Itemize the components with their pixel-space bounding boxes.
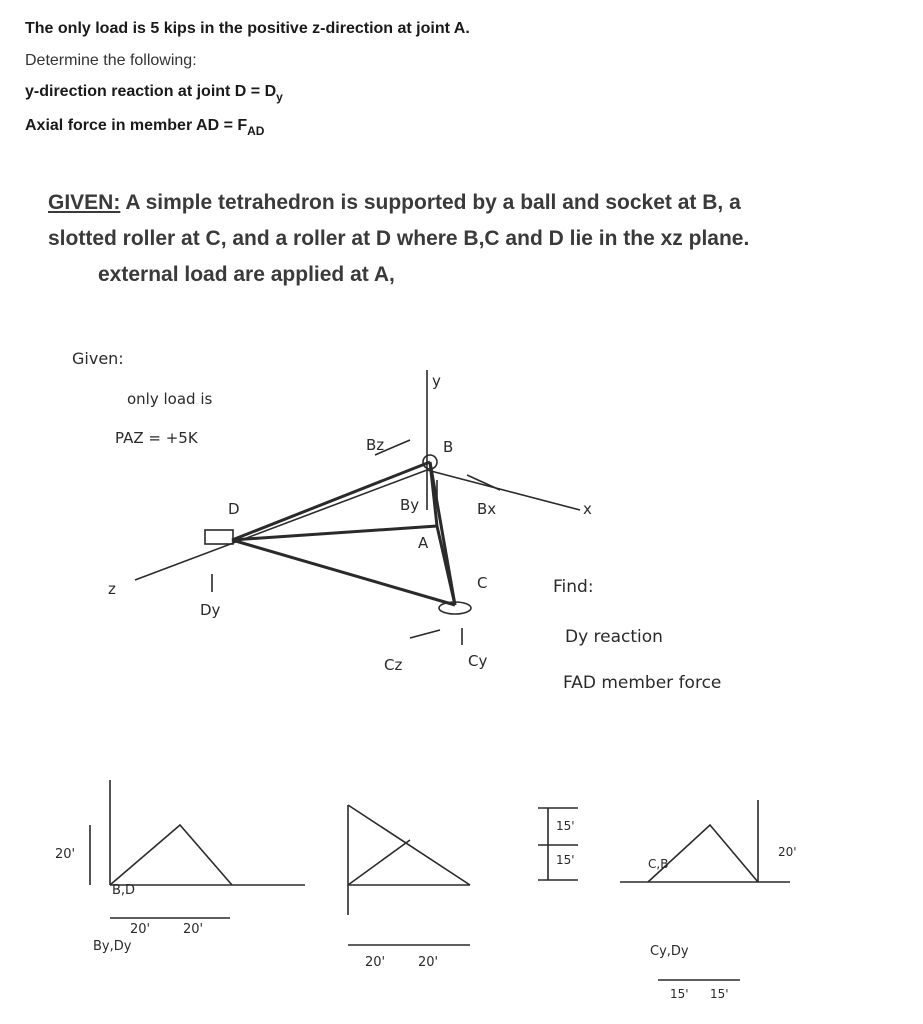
dy-label: y-direction reaction at joint D = D (25, 83, 277, 100)
label-b: B (443, 438, 454, 456)
front-bd: B,D (112, 883, 136, 898)
given-load-line: external load are applied at A, (98, 263, 395, 286)
side-dim-1: 15' (670, 987, 689, 1001)
sketch-paz: PAZ = +5K (115, 429, 198, 447)
front-bydy: By,Dy (93, 939, 132, 954)
front-dim-2: 20' (183, 922, 204, 937)
side-cydy: Cy,Dy (650, 944, 689, 959)
dim-15-a: 15' (556, 819, 575, 833)
question-line-2: Determine the following: (25, 52, 197, 69)
tetrahedron-sketch (0, 330, 923, 1024)
z-axis (135, 470, 427, 580)
label-x: x (583, 500, 592, 518)
label-cz: Cz (384, 656, 403, 674)
find-item-1: Dy reaction (565, 627, 663, 647)
dy-subscript: y (276, 90, 283, 104)
front-dim-1: 20' (130, 922, 151, 937)
fad-label: Axial force in member AD = F (25, 117, 248, 134)
label-a: A (418, 534, 429, 552)
top-dim-1: 20' (365, 955, 386, 970)
top-bc (348, 805, 470, 885)
given-statement (48, 185, 808, 293)
dim-15-b: 15' (556, 853, 575, 867)
find-title: Find: (553, 577, 594, 597)
front-truss (110, 825, 232, 885)
member-ac (437, 526, 455, 605)
question-line-1: The only load is 5 kips in the positive z-direction at joint A. (25, 20, 470, 37)
label-cy: Cy (468, 652, 488, 670)
given-label: GIVEN: (48, 191, 121, 214)
sketch-only-load: only load is (127, 390, 213, 408)
label-y: y (432, 372, 441, 390)
given-sentence: A simple tetrahedron is supported by a ball and socket at B, a slotted roller at C, and a roller at D where B,C and D lie in the xz plane. (48, 191, 750, 250)
find-item-2: FAD member force (563, 673, 722, 693)
side-dim-2: 15' (710, 987, 729, 1001)
label-z: z (108, 580, 116, 598)
sketch-labels (55, 349, 797, 1001)
side-dim-20: 20' (778, 845, 797, 859)
label-bx: Bx (477, 500, 497, 518)
label-d: D (228, 500, 240, 518)
arrow-cz (410, 630, 440, 638)
top-da (348, 840, 410, 885)
label-dy: Dy (200, 601, 221, 619)
question-line-4 (25, 117, 265, 138)
support-d (205, 530, 233, 544)
label-by: By (400, 496, 420, 514)
side-truss (648, 825, 758, 882)
front-dim-left: 20' (55, 847, 76, 862)
label-c: C (477, 574, 488, 592)
sketch-given-label: Given: (72, 349, 124, 368)
question-line-3 (25, 83, 283, 104)
top-dim-2: 20' (418, 955, 439, 970)
label-bz: Bz (366, 436, 385, 454)
side-cb: C,B (648, 857, 669, 871)
fad-subscript: AD (247, 124, 265, 138)
x-axis (427, 470, 580, 510)
